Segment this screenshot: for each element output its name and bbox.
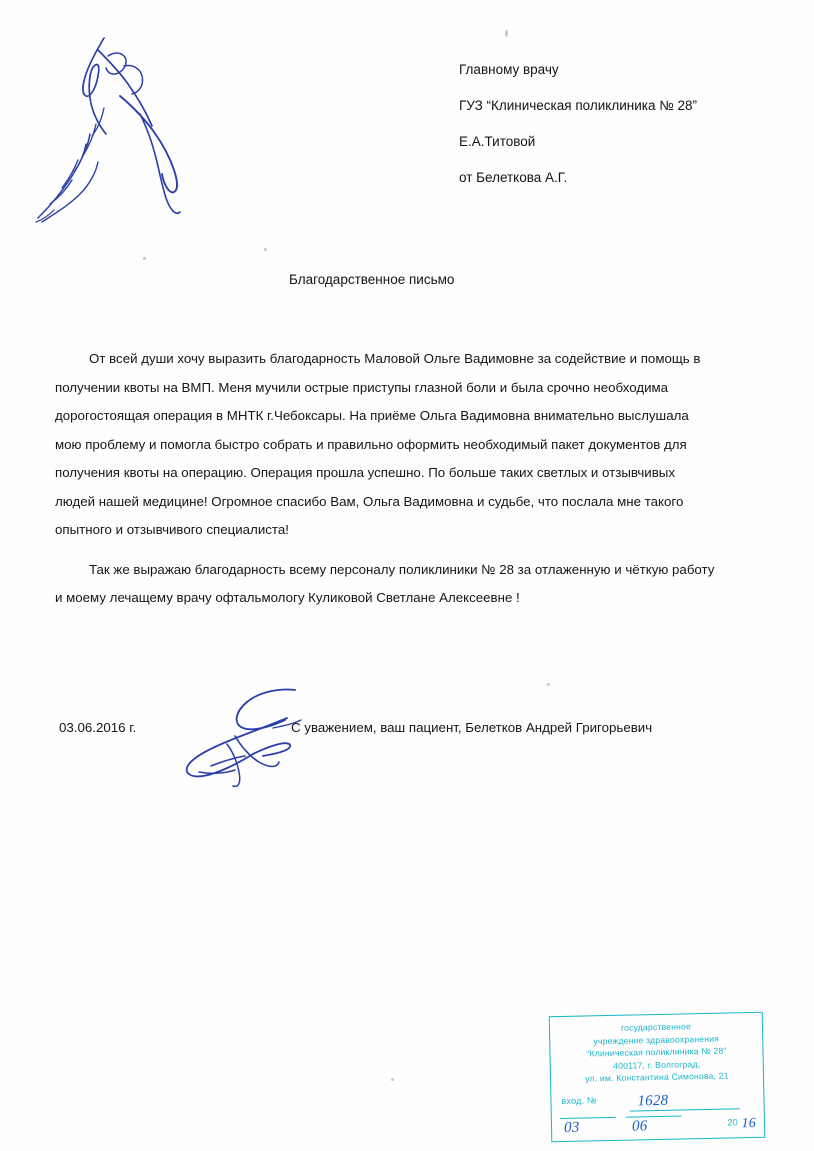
body-paragraph-2: Так же выражаю благодарность всему персоналу поликлиники № 28 за отлаженную и чёткую работу и моему лечащему врачу офтальмологу Куликовой Светлане Алексеевне ! — [55, 561, 715, 605]
stamp-entry-number: 1628 — [637, 1093, 669, 1110]
stamp-entry-label: вход. № — [561, 1095, 597, 1107]
stamp-line-3: “Клиническая поликлиника № 28” — [586, 1045, 727, 1059]
stamp-year-prefix: 20 — [727, 1117, 739, 1128]
scan-speckle — [264, 248, 267, 251]
stamp-line-4: 400117, г. Волгоград, — [613, 1058, 701, 1071]
handwritten-signature-top — [28, 22, 258, 252]
stamp-year-value: 16 — [741, 1116, 757, 1132]
addressee-line-1: Главному врачу — [459, 62, 559, 77]
footer-date: 03.06.2016 г. — [59, 720, 137, 735]
addressee-line-3: Е.А.Титовой — [459, 134, 536, 149]
addressee-line-2: ГУЗ “Клиническая поликлиника № 28” — [459, 98, 697, 113]
scan-speckle — [391, 1078, 394, 1081]
document-title: Благодарственное письмо — [289, 272, 455, 287]
handwritten-signature-bottom — [175, 670, 335, 800]
footer-signature-line: С уважением, ваш пациент, Белетков Андрей Григорьевич — [291, 720, 653, 735]
body-paragraph-1: От всей души хочу выразить благодарность Маловой Ольге Вадимовне за содействие и помощь в получении квоты на ВМП. Меня мучили острые приступы глазной боли и была срочно необходима дорогостоящая операция в МНТК г.Чебоксары. На приёме Ольга Вадимовна внимательно выслушала мою проблему и помогла быстро собрать и правильно оформить необходимый пакет документов для получения квоты на операцию. Операция прошла успешно. По больше таких светлых и отзывчивых людей нашей медицине! Огромное спасибо Вам, Ольга Вадимовна и судьбе, что послала мне такого опытного и отзывчивого специалиста! — [55, 351, 701, 537]
addressee-block — [459, 52, 789, 196]
stamp-date-month: 06 — [631, 1118, 648, 1135]
stamp-month-underline — [626, 1115, 682, 1117]
stamp-line-2: учреждение здравоохранения — [593, 1033, 720, 1046]
scan-speckle — [547, 683, 550, 686]
stamp-line-1: государственное — [620, 1021, 692, 1033]
scan-speckle — [505, 30, 508, 37]
stamp-date-day: 03 — [563, 1120, 580, 1137]
stamp-line-5: ул. им. Константина Симонова, 21 — [585, 1070, 729, 1084]
stamp-day-underline — [560, 1117, 616, 1119]
addressee-line-4: от Белеткова А.Г. — [459, 170, 568, 185]
document-body — [55, 345, 715, 624]
institution-stamp — [549, 1012, 766, 1142]
scan-speckle — [143, 257, 146, 260]
